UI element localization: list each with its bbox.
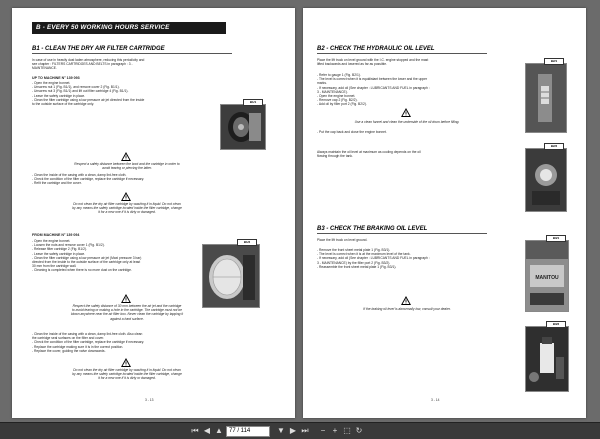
- text-line: In case of use in heavily dust laden atmosphere, reducing this periodicity and: [32, 58, 145, 62]
- text-line: - Reassemble the front sheet metal plate 1 (Fig. B3/1).: [317, 264, 397, 269]
- b1-list4: [32, 332, 144, 353]
- text-line: - Check the condition of the filter cartridge, replace the cartridge if necessary.: [32, 177, 145, 182]
- text-line: - Unscrew nut 1 (Fig. B1/1), and remove cover 2 (Fig. B1/1).: [32, 85, 120, 90]
- text-line: - Unscrew nut 3 (Fig. B1/1) and lift out filter cartridge 4 (Fig. B1/1).: [32, 89, 129, 94]
- b1-list1: [32, 81, 144, 106]
- figure-label: B1/1: [243, 99, 263, 106]
- last-page-icon[interactable]: ⏭: [301, 426, 309, 435]
- text-line: by any means the safety cartridge located inside the filter cartridge, change: [72, 372, 182, 377]
- figure-b3-2: [525, 322, 569, 392]
- first-page-icon[interactable]: ⏮: [191, 426, 199, 435]
- rotate-icon[interactable]: ↻: [355, 426, 363, 435]
- text-line: to the outside surface of the cartridge only.: [32, 102, 95, 107]
- figure-b2-2: [525, 144, 567, 212]
- text-line: avoid tearing or piercing the latter.: [102, 166, 152, 171]
- text-line: - Refer to gauge 1 (Fig. B2/1).: [317, 73, 361, 77]
- text-line: by any means the safety cartridge located inside the filter cartridge, change: [72, 206, 182, 211]
- zoom-out-icon[interactable]: −: [320, 426, 326, 435]
- warning-icon: [121, 152, 131, 161]
- b1-note4: [37, 368, 217, 381]
- figure-label: B2/1: [544, 58, 564, 65]
- text-line: - Put the cap back and close the engine bonnet.: [317, 130, 387, 134]
- text-line: it for a new one if it is dirty or damaged.: [98, 376, 156, 381]
- text-line: - Loosen the nuts and remove cover 1 (Fig. B1/2).: [32, 243, 105, 248]
- text-line: - Remove cap 2 (Fig. B2/2).: [317, 98, 358, 103]
- text-line: against a hard surface.: [110, 316, 144, 321]
- text-line: - Remove the front sheet metal plate 1 (Fig. B3/1).: [317, 248, 391, 252]
- page-down-icon[interactable]: ▼: [277, 426, 285, 435]
- text-line: - If necessary, add oil (See chapter : LUBRICANTS AND FUEL in paragraph :: [317, 85, 430, 90]
- b2-title: B2 - CHECK THE HYDRAULIC OIL LEVEL: [317, 46, 487, 54]
- figure-label: B2/2: [544, 143, 564, 150]
- text-line: - Replace the cartridge making sure it is in the correct position.: [32, 344, 124, 349]
- viewer-toolbar: [0, 422, 600, 439]
- text-line: flowing through the tank.: [317, 154, 353, 159]
- page-3-13: [12, 8, 295, 418]
- fit-page-icon[interactable]: ⬚: [343, 426, 351, 435]
- page-number: 3 - 14: [431, 398, 440, 402]
- warning-icon: [121, 294, 131, 303]
- b1-intro: [32, 58, 144, 71]
- b2-intro: [317, 58, 428, 66]
- figure-label: B3/2: [546, 321, 566, 328]
- figure-b2-1: [525, 59, 567, 133]
- b2-p2: [317, 150, 421, 158]
- text-line: it for a new one if it is dirty or damaged.: [98, 210, 156, 215]
- b1-sub1: UP TO MACHINE N° 139 093: [32, 76, 80, 80]
- page-number: 3 - 13: [145, 398, 154, 402]
- text-line: 3 - MAINTENANCE).: [317, 89, 348, 94]
- text-line: - The level is correct when it is at the maximum level of the tank.: [317, 252, 411, 257]
- text-line: Respect the safety distance of 30 mm between the air jet and the cartridge: [72, 304, 182, 308]
- text-line: - Release filter cartridge 2 (Fig. B1/2).: [32, 247, 87, 252]
- text-line: - Replace the cover, guiding the valve downwards.: [32, 348, 106, 353]
- text-line: - Clean the filter cartridge using a low pressure air jet directed from the inside: [32, 97, 145, 102]
- prev-page-icon[interactable]: ◀: [203, 426, 211, 435]
- text-line: see chapter : FILTERS CARTRIDGES AND BELTS in paragraph : 3 -: [32, 62, 133, 67]
- section-banner: B - EVERY 50 WORKING HOURS SERVICE: [32, 22, 226, 34]
- figure-b1-1: [220, 100, 266, 150]
- b1-note2: [37, 202, 217, 215]
- text-line: - The level is correct when it is equidistant between the lower and the upper: [317, 77, 428, 82]
- figure-label: B1/2: [237, 239, 257, 246]
- b1-list2: [32, 173, 144, 186]
- b2-list2: [317, 130, 387, 134]
- text-line: - If necessary, add oil (See chapter : LUBRICANTS AND FUEL in paragraph :: [317, 256, 430, 261]
- b1-sub2: FROM MACHINE N° 139 094: [32, 233, 80, 237]
- text-line: to avoid tearing or making a hole in the cartridge. The cartridge must not be: [72, 308, 182, 313]
- text-line: - Clean the inside of the casing with a clean, damp lint-free cloth. Also clean: [32, 332, 143, 336]
- text-line: - Leave the safety cartridge in place.: [32, 251, 86, 256]
- brand-text: MANITOU: [535, 275, 559, 281]
- warning-icon: [121, 192, 131, 201]
- b3-intro: [317, 238, 367, 242]
- text-line: the cartridge seal surfaces on the filter and cover.: [32, 336, 105, 341]
- text-line: 3 - MAINTENANCE) by the filler port 2 (Fig. B3/2).: [317, 260, 391, 265]
- text-line: blown anywhere near the air filter box. Never clean the cartridge by tapping it: [70, 312, 184, 317]
- b2-list1: [317, 73, 430, 107]
- text-line: lifted backwards and lowered as far as possible.: [317, 62, 388, 67]
- page-up-icon[interactable]: ▲: [215, 426, 223, 435]
- text-line: directed from the inside to the outside surface of the cartridge only at least: [32, 260, 141, 265]
- warning-icon: [121, 358, 131, 367]
- b2-note1: Use a clean funnel and clean the underside of the oil drum before filling.: [354, 120, 460, 124]
- b3-title: B3 - CHECK THE BRAKING OIL LEVEL: [317, 226, 487, 234]
- b1-note1: [52, 162, 202, 170]
- text-line: - Open the engine bonnet.: [32, 239, 71, 243]
- text-line: Place the lift truck on level ground with the I.C. engine stopped and the mast: [317, 58, 429, 62]
- text-line: - Check the condition of the filter cartridge, replace the cartridge if necessary.: [32, 340, 145, 345]
- b1-note3: [37, 304, 217, 321]
- text-line: - Leave the safety cartridge in place.: [32, 93, 86, 98]
- text-line: marks.: [317, 81, 327, 86]
- b1-list3: [32, 239, 141, 273]
- text-line: - Refit the cartridge and the cover.: [32, 181, 82, 186]
- figure-b3-1: [525, 236, 569, 312]
- figure-b1-2: [202, 240, 260, 308]
- text-line: - Cleaning is completed when there is no more dust on the cartridge.: [32, 268, 132, 273]
- b3-note2: If the braking oil level is abnormally low, consult your dealer.: [363, 307, 451, 311]
- text-line: MAINTENANCE.: [32, 66, 57, 71]
- text-line: 30 mm from the cartridge wall.: [32, 264, 77, 269]
- figure-label: B3/1: [546, 235, 566, 242]
- text-line: Place the lift truck on level ground.: [317, 238, 368, 242]
- next-page-icon[interactable]: ▶: [289, 426, 297, 435]
- text-line: - Open the engine bonnet.: [32, 81, 71, 85]
- page-number-input[interactable]: 77 / 114: [226, 426, 270, 437]
- warning-icon: [401, 296, 411, 305]
- text-line: - Clean the filter cartridge using a low pressure air jet (Maxi pressure 3 bar): [32, 255, 142, 260]
- text-line: - Add oil by filler port 2 (Fig. B2/2).: [317, 102, 367, 107]
- text-line: - Open the engine bonnet.: [317, 94, 356, 99]
- zoom-in-icon[interactable]: +: [332, 426, 338, 435]
- b1-title: B1 - CLEAN THE DRY AIR FILTER CARTRIDGE: [32, 46, 232, 54]
- warning-icon: [401, 108, 411, 117]
- text-line: Do not clean the dry air filter cartridge by washing it in liquid. Do not clean: [73, 368, 181, 372]
- text-line: Respect a safety distance between the boot and the cartridge in order to: [74, 162, 180, 166]
- text-line: Always maintain the oil level at maximum as cooling depends on the oil: [317, 150, 421, 154]
- page-3-14: [303, 8, 586, 418]
- b3-list3: [317, 248, 430, 269]
- text-line: - Clean the inside of the casing with a clean, damp lint-free cloth.: [32, 173, 127, 177]
- text-line: Do not clean the dry air filter cartridge by washing it in liquid. Do not clean: [73, 202, 181, 206]
